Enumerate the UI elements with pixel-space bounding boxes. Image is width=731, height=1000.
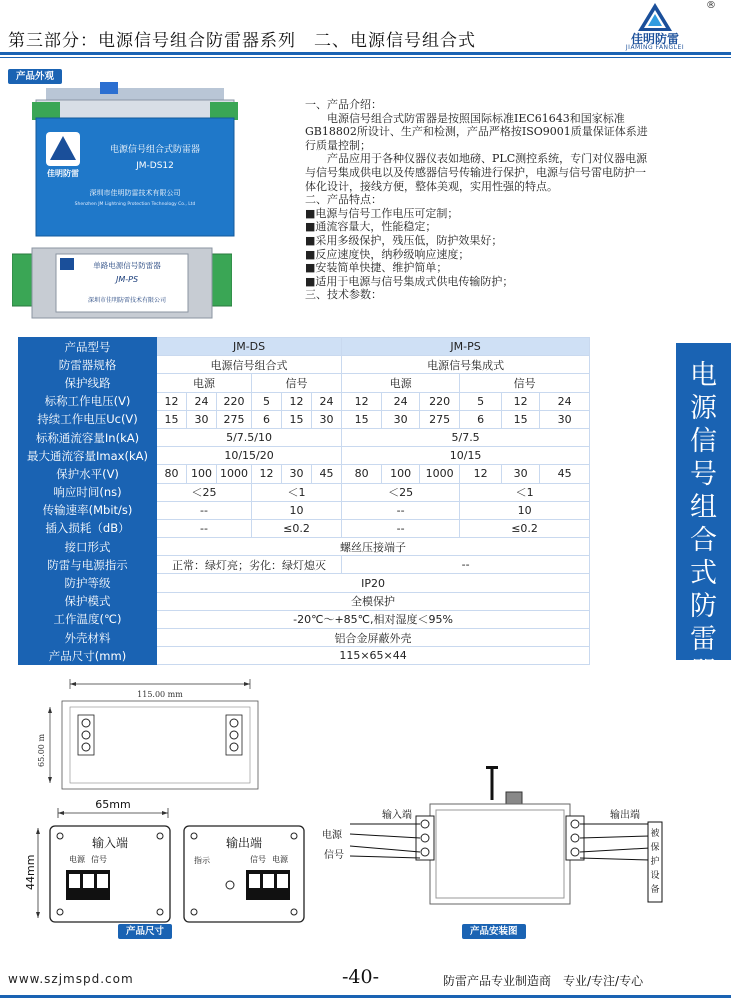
table-row — [19, 410, 590, 428]
table-cell: ＜25 — [342, 483, 460, 501]
dimension-drawing — [20, 675, 280, 795]
install-signal-label: 信号 — [324, 850, 344, 861]
header-divider — [0, 52, 731, 55]
output-power-label: 电源 — [272, 855, 288, 864]
table-cell: 30 — [312, 410, 342, 428]
table-cell: 10 — [252, 501, 342, 519]
row-label: 接口形式 — [19, 538, 157, 556]
table-cell: 铝合金屏蔽外壳 — [157, 629, 590, 647]
photo-model-2: JM-PS — [115, 275, 139, 284]
photo-brand: 佳明防雷 — [47, 169, 79, 178]
table-row — [19, 592, 590, 610]
table-row — [19, 501, 590, 519]
row-label: 传输速率(Mbit/s) — [19, 501, 157, 519]
table-cell: ＜25 — [157, 483, 252, 501]
table-cell: 45 — [540, 465, 590, 483]
table-cell: 12 — [460, 465, 502, 483]
table-cell: 275 — [217, 410, 252, 428]
table-row — [19, 465, 590, 483]
table-cell: 电源 — [342, 374, 460, 392]
table-cell: 80 — [157, 465, 187, 483]
table-cell: 115×65×44 — [157, 647, 590, 665]
table-cell: ＜1 — [460, 483, 590, 501]
photo-company-en: Shenzhen JM Lightning Protection Technology Co., Ltd — [74, 202, 196, 207]
table-cell: 5 — [252, 392, 282, 410]
appearance-tag: 产品外观 — [8, 69, 62, 84]
photo-company-2: 深圳市佳明防雷技术有限公司 — [87, 297, 167, 304]
table-cell: 275 — [420, 410, 460, 428]
table-cell: -- — [157, 501, 252, 519]
table-cell: 80 — [342, 465, 382, 483]
table-cell: 24 — [312, 392, 342, 410]
page-title: 第三部分：电源信号组合防雷器系列 二、电源信号组合式 — [8, 31, 476, 51]
table-row — [19, 556, 590, 574]
terminal-panels-drawing — [20, 800, 320, 940]
table-cell: 220 — [217, 392, 252, 410]
table-cell: IP20 — [157, 574, 590, 592]
table-cell: 30 — [187, 410, 217, 428]
table-cell: 信号 — [252, 374, 342, 392]
protected-device-char-4: 设 — [650, 871, 660, 881]
table-cell: -- — [342, 501, 460, 519]
table-cell: 电源信号集成式 — [342, 356, 590, 374]
table-row — [19, 483, 590, 501]
side-banner-char: 合 — [690, 525, 717, 556]
table-row — [19, 574, 590, 592]
installation-tag: 产品安装图 — [462, 924, 526, 939]
table-cell: 12 — [342, 392, 382, 410]
table-row — [19, 428, 590, 446]
side-banner-char: 源 — [690, 393, 717, 424]
product-photo-ps — [12, 240, 232, 325]
row-label: 防雷与电源指示 — [19, 556, 157, 574]
protected-device-char-3: 护 — [650, 857, 660, 867]
output-signal-label: 信号 — [250, 855, 266, 864]
table-cell: 100 — [382, 465, 420, 483]
height-dimension: 65.00 m — [37, 733, 46, 767]
table-cell: 10/15/20 — [157, 447, 342, 465]
length-dimension: 115.00 mm — [137, 690, 183, 699]
table-cell: -- — [157, 519, 252, 537]
features-heading: 二、产品特点： — [305, 193, 382, 207]
row-label: 标称工作电压(V) — [19, 392, 157, 410]
row-label: 产品尺寸(mm) — [19, 647, 157, 665]
table-cell: 电源 — [157, 374, 252, 392]
feature-item: ■反应速度快，纳秒级响应速度； — [305, 247, 470, 261]
logo-english-name: JIAMING FANGLEI — [625, 44, 685, 51]
dimensions-tag: 产品尺寸 — [118, 924, 172, 939]
table-cell: 6 — [460, 410, 502, 428]
table-cell: -20℃～+85℃,相对湿度＜95% — [157, 610, 590, 628]
spec-table — [18, 337, 590, 665]
table-row — [19, 356, 590, 374]
table-cell: 24 — [540, 392, 590, 410]
table-cell: 30 — [540, 410, 590, 428]
row-label: 最大通流容量Imax(kA) — [19, 447, 157, 465]
table-cell: 15 — [282, 410, 312, 428]
table-cell: 15 — [157, 410, 187, 428]
table-cell: 30 — [382, 410, 420, 428]
row-label: 保护水平(V) — [19, 465, 157, 483]
table-cell: 220 — [420, 392, 460, 410]
table-cell: 5 — [460, 392, 502, 410]
side-banner-char: 电 — [690, 360, 717, 391]
row-label: 保护线路 — [19, 374, 157, 392]
table-cell: 24 — [382, 392, 420, 410]
table-cell: 12 — [252, 465, 282, 483]
product-photo-ds12 — [30, 80, 240, 240]
output-indicator-label: 指示 — [194, 856, 210, 865]
table-cell: 5/7.5 — [342, 428, 590, 446]
product-introduction — [305, 98, 650, 302]
table-cell: -- — [342, 556, 590, 574]
table-cell: 1000 — [420, 465, 460, 483]
table-cell: ≤0.2 — [252, 519, 342, 537]
table-cell: 15 — [342, 410, 382, 428]
install-output-label: 输出端 — [610, 810, 640, 821]
row-label: 响应时间(ns) — [19, 483, 157, 501]
model-ps: JM-PS — [342, 338, 590, 356]
table-cell: 12 — [282, 392, 312, 410]
row-label: 防雷器规格 — [19, 356, 157, 374]
row-label: 防护等级 — [19, 574, 157, 592]
table-cell: 24 — [187, 392, 217, 410]
photo-label-2: 单路电源信号防雷器 — [93, 261, 161, 270]
input-panel-title: 输入端 — [91, 836, 129, 850]
row-label: 外壳材料 — [19, 629, 157, 647]
specs-heading: 三、技术参数： — [305, 288, 382, 302]
row-label: 产品型号 — [19, 338, 157, 356]
registered-mark: ® — [706, 0, 716, 11]
table-row — [19, 538, 590, 556]
table-row — [19, 647, 590, 665]
depth-dimension: 44mm — [24, 854, 37, 890]
page-number: -40- — [342, 966, 380, 988]
table-cell: 全模保护 — [157, 592, 590, 610]
table-cell: 15 — [502, 410, 540, 428]
feature-item: ■适用于电源与信号集成式供电传输防护； — [305, 274, 514, 288]
table-cell: 10 — [460, 501, 590, 519]
row-label: 持续工作电压Uc(V) — [19, 410, 157, 428]
protected-device-char-5: 备 — [650, 885, 660, 895]
table-cell: 12 — [502, 392, 540, 410]
installation-drawing — [320, 760, 680, 940]
table-row — [19, 629, 590, 647]
table-cell: 45 — [312, 465, 342, 483]
intro-heading: 一、产品介绍： — [305, 98, 382, 111]
feature-item: ■电源与信号工作电压可定制； — [305, 206, 459, 220]
protected-device-char-2: 保 — [650, 843, 660, 853]
table-row — [19, 519, 590, 537]
header-divider-thin — [0, 57, 731, 58]
table-row — [19, 392, 590, 410]
table-cell: 5/7.5/10 — [157, 428, 342, 446]
install-input-label: 输入端 — [382, 810, 412, 821]
table-row — [19, 610, 590, 628]
model-ds: JM-DS — [157, 338, 342, 356]
table-cell: 30 — [282, 465, 312, 483]
photo-label: 电源信号组合式防雷器 — [109, 145, 201, 155]
footer-divider — [0, 995, 731, 998]
table-cell: 30 — [502, 465, 540, 483]
side-banner-char: 信 — [690, 426, 717, 457]
footer-slogan: 防雷产品专业制造商 专业/专注/专心 — [443, 974, 644, 988]
table-cell: 电源信号组合式 — [157, 356, 342, 374]
row-label: 标称通流容量In(kA) — [19, 428, 157, 446]
side-banner-char: 式 — [690, 558, 717, 589]
table-cell: 6 — [252, 410, 282, 428]
table-cell: ＜1 — [252, 483, 342, 501]
side-banner-char: 防 — [690, 591, 717, 622]
side-banner — [676, 343, 731, 688]
table-cell: -- — [342, 519, 460, 537]
row-label: 保护模式 — [19, 592, 157, 610]
table-cell: 螺丝压接端子 — [157, 538, 590, 556]
logo-mark-icon — [637, 2, 673, 32]
table-cell: 12 — [157, 392, 187, 410]
row-label: 工作温度(℃) — [19, 610, 157, 628]
table-cell: 10/15 — [342, 447, 590, 465]
feature-item: ■安装简单快捷、维护简单； — [305, 261, 448, 275]
protected-device-char-1: 被 — [650, 829, 660, 839]
install-power-label: 电源 — [322, 830, 342, 841]
company-logo — [615, 2, 695, 52]
side-banner-char: 组 — [690, 492, 717, 523]
table-cell: 100 — [187, 465, 217, 483]
table-row — [19, 338, 590, 356]
table-cell: 正常：绿灯亮；劣化：绿灯熄灭 — [157, 556, 342, 574]
feature-item: ■采用多级保护，残压低，防护效果好； — [305, 233, 503, 247]
intro-paragraph-2: 产品应用于各种仪器仪表如地磅、PLC测控系统，专门对仪器电源与信号集成供电以及传感器信号传输进行保护，电源与信号雷电防护一体化设计，接线方便，整体美观，实用性强的特点。 — [305, 152, 648, 193]
table-cell: ≤0.2 — [460, 519, 590, 537]
input-signal-label: 信号 — [91, 855, 107, 864]
photo-model: JM-DS12 — [136, 161, 174, 171]
input-power-label: 电源 — [69, 855, 85, 864]
table-cell: 1000 — [217, 465, 252, 483]
table-row — [19, 447, 590, 465]
output-panel-title: 输出端 — [225, 836, 263, 850]
table-cell: 信号 — [460, 374, 590, 392]
row-label: 插入损耗（dB） — [19, 519, 157, 537]
photo-company: 深圳市佳明防雷技术有限公司 — [89, 189, 181, 197]
intro-paragraph-1: 电源信号组合式防雷器是按照国际标准IEC61643和国家标准GB18802所设计、生产和检测，产品严格按ISO9001质量保证体系进行质量控制； — [305, 111, 648, 152]
side-banner-char: 器 — [690, 657, 717, 688]
table-row — [19, 374, 590, 392]
feature-item: ■通流容量大，性能稳定； — [305, 220, 437, 234]
website-url[interactable]: www.szjmspd.com — [8, 972, 134, 986]
side-banner-char: 号 — [690, 459, 717, 490]
side-banner-char: 雷 — [690, 624, 717, 655]
width-dimension: 65mm — [95, 800, 131, 811]
logo-chinese-name: 佳明防雷 — [630, 32, 679, 46]
